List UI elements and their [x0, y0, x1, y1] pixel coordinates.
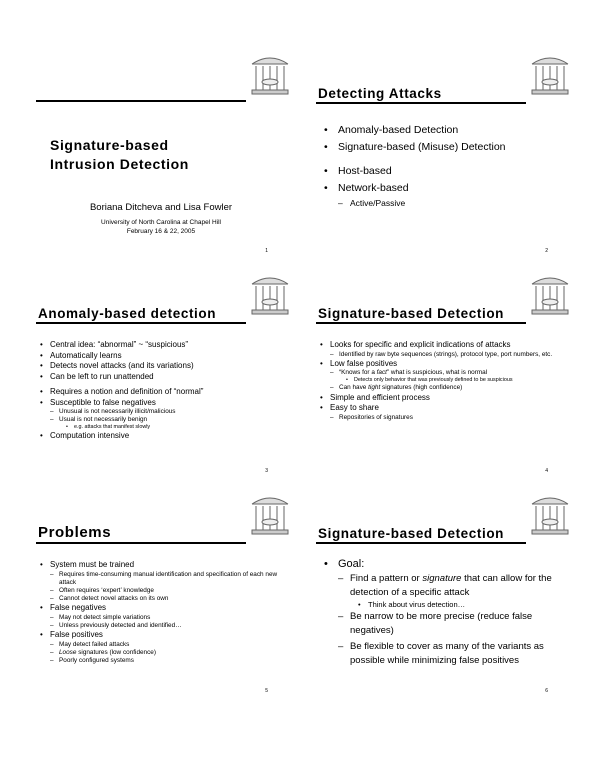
list-item: – Find a pattern or signature that can allow for the detection of a specific attack	[324, 572, 568, 599]
page-number: 6	[545, 688, 548, 694]
slide-3	[30, 270, 292, 482]
list-item: – Identified by raw byte sequences (strings), protocol type, port numbers, etc.	[320, 351, 566, 359]
slide-title: Anomaly-based detection	[38, 306, 217, 321]
old-well-logo-icon	[528, 50, 572, 98]
list-item: • Signature-based (Misuse) Detection	[324, 139, 566, 156]
bullet-list	[40, 560, 286, 665]
list-item: • Central idea: “abnormal” ~ “suspicious”	[40, 340, 286, 351]
list-item: – Usual is not necessarily benign	[40, 416, 286, 424]
slide-header	[316, 524, 526, 544]
list-item: • Detects only behavior that was previously defined to be suspicious	[320, 377, 566, 384]
list-item: • Host-based	[324, 163, 566, 180]
list-item: – May not detect simple variations	[40, 614, 286, 622]
list-item: • Low false positives	[320, 359, 566, 370]
list-item: • Network-based	[324, 180, 566, 197]
list-item: – Often requires ‘expert’ knowledge	[40, 587, 286, 595]
list-item: – Repositories of signatures	[320, 414, 566, 422]
old-well-logo-icon	[248, 270, 292, 318]
slide-header	[316, 84, 526, 104]
list-item: – Be narrow to be more precise (reduce false negatives)	[324, 610, 568, 637]
bullet-list	[324, 556, 568, 667]
slide-title: Signature-based Detection	[318, 306, 505, 321]
slide-header	[36, 524, 246, 544]
list-item: – Unusual is not necessarily illicit/malicious	[40, 408, 286, 416]
old-well-logo-icon	[248, 50, 292, 98]
slide-title: Problems	[38, 524, 112, 541]
presentation-title	[50, 136, 189, 174]
list-item: • Looks for specific and explicit indications of attacks	[320, 340, 566, 351]
bullet-list	[320, 340, 566, 422]
affiliation: University of North Carolina at Chapel Hill	[101, 219, 221, 226]
slide-1	[30, 50, 292, 262]
list-item: • Requires a notion and definition of “normal”	[40, 387, 286, 398]
old-well-logo-icon	[528, 490, 572, 538]
list-item: • Anomaly-based Detection	[324, 122, 566, 139]
list-item: – Requires time-consuming manual identification and specification of each new attack	[40, 571, 286, 587]
title-rule	[36, 100, 246, 102]
list-item: – Be flexible to cover as many of the variants as possible while minimizing false positives	[324, 640, 568, 667]
date: February 16 & 22, 2005	[126, 228, 196, 235]
page-number: 3	[265, 468, 268, 474]
page-number: 5	[265, 688, 268, 694]
list-item: • False negatives	[40, 603, 286, 614]
title-line-2: Intrusion Detection	[50, 156, 189, 172]
affiliation-block	[30, 218, 292, 236]
title-line-1: Signature-based	[50, 137, 169, 153]
slide-title: Detecting Attacks	[318, 86, 442, 101]
slide-title: Signature-based Detection	[318, 526, 505, 541]
list-item: – Can have tight signatures (high confidence)	[320, 384, 566, 392]
list-item: • Goal:	[324, 556, 568, 572]
list-item: – “Knows for a fact” what is suspicious, what is normal	[320, 369, 566, 377]
list-item: • Detects novel attacks (and its variations)	[40, 361, 286, 372]
bullet-list	[324, 122, 566, 209]
list-item: • False positives	[40, 630, 286, 641]
page-number: 2	[545, 248, 548, 254]
list-item: • Think about virus detection…	[324, 599, 568, 610]
list-item: – Cannot detect novel attacks on its own	[40, 595, 286, 603]
slide-header	[36, 304, 246, 324]
list-item: • Susceptible to false negatives	[40, 398, 286, 409]
slide-header	[316, 304, 526, 324]
list-item: – Poorly configured systems	[40, 657, 286, 665]
list-item: – Loose signatures (low confidence)	[40, 649, 286, 657]
old-well-logo-icon	[248, 490, 292, 538]
slide-6	[310, 490, 572, 702]
slide-5	[30, 490, 292, 702]
list-item: • System must be trained	[40, 560, 286, 571]
list-item: • Easy to share	[320, 403, 566, 414]
slide-4	[310, 270, 572, 482]
list-item: • Can be left to run unattended	[40, 372, 286, 383]
page-number: 4	[545, 468, 548, 474]
list-item: • e.g. attacks that manifest slowly	[40, 424, 286, 431]
authors: Boriana Ditcheva and Lisa Fowler	[89, 202, 233, 213]
list-item: – Unless previously detected and identified…	[40, 622, 286, 630]
list-item: • Automatically learns	[40, 351, 286, 362]
old-well-logo-icon	[528, 270, 572, 318]
list-item: • Computation intensive	[40, 431, 286, 442]
page-number: 1	[265, 248, 268, 254]
slide-2	[310, 50, 572, 262]
bullet-list	[40, 340, 286, 442]
list-item: – Active/Passive	[324, 197, 566, 209]
list-item: • Simple and efficient process	[320, 393, 566, 404]
list-item: – May detect failed attacks	[40, 641, 286, 649]
